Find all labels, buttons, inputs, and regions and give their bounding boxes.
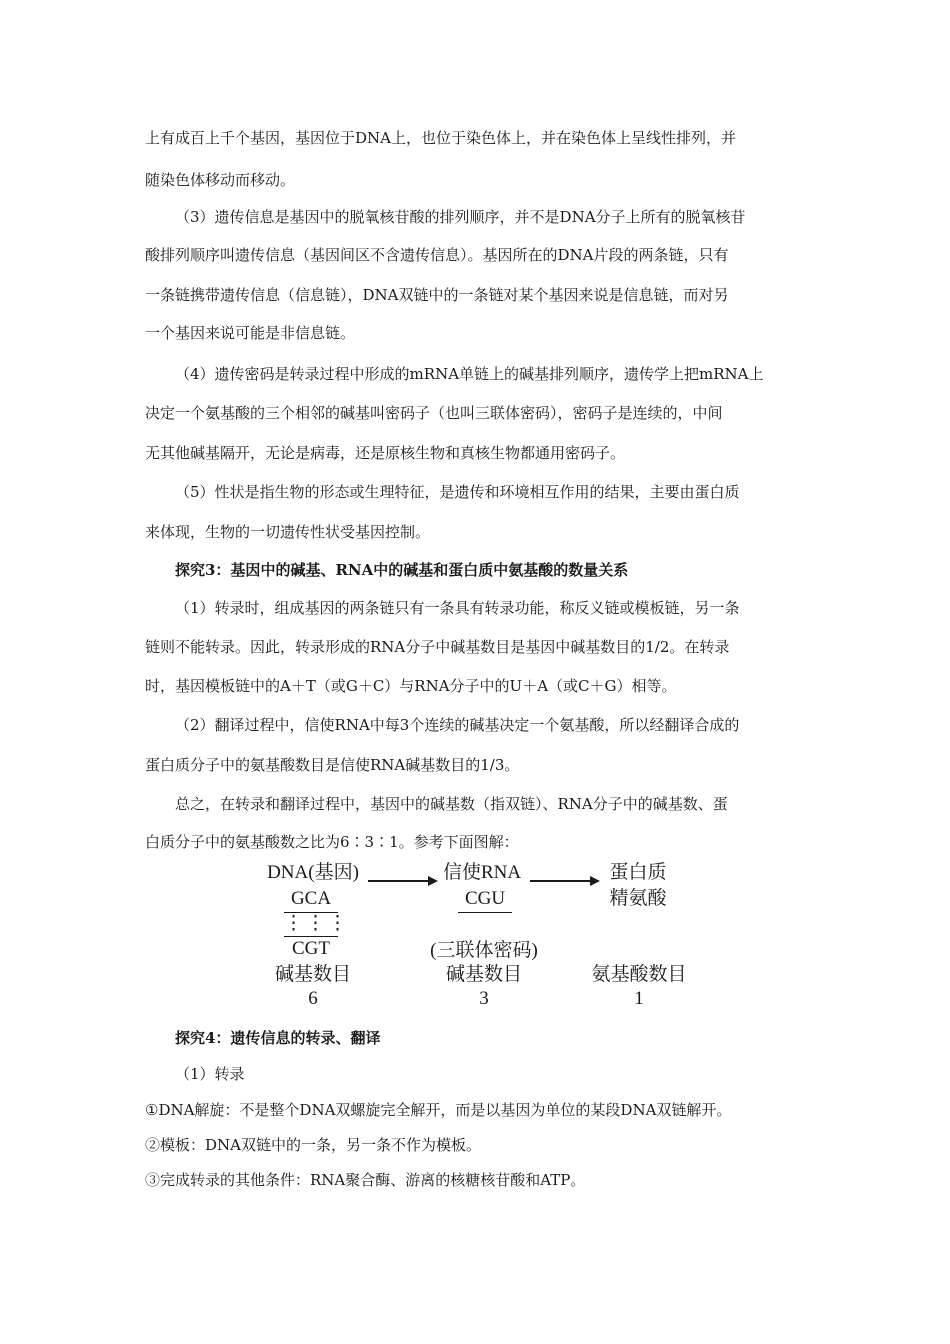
amino-acid-count-label: 氨基酸数目 (591, 964, 687, 985)
protein-label: 蛋白质 (609, 862, 667, 883)
arrow-translation (530, 880, 592, 882)
text-line: 总之，在转录和翻译过程中，基因中的碱基数（指双链）、RNA分子中的碱基数、蛋 (175, 795, 728, 813)
text-line: （2）翻译过程中，信使RNA中每3个连续的碱基决定一个氨基酸，所以经翻译合成的 (175, 716, 740, 734)
dna-count-label: 碱基数目 (274, 964, 351, 985)
text-line: 链则不能转录。因此，转录形成的RNA分子中碱基数目是基因中碱基数目的1/2。在转录 (145, 638, 730, 656)
subheading: （1）转录 (175, 1065, 245, 1083)
list-item: ②模板：DNA双链中的一条，另一条不作为模板。 (145, 1136, 481, 1154)
text-line: 无其他碱基隔开，无论是病毒，还是原核生物和真核生物都通用密码子。 (145, 444, 626, 462)
text-line: （5）性状是指生物的形态或生理特征，是遗传和环境相互作用的结果，主要由蛋白质 (175, 483, 740, 501)
text-line: 来体现，生物的一切遗传性状受基因控制。 (145, 523, 431, 541)
base-pairing-dots: ⋮⋮⋮ (284, 913, 350, 934)
arrow-transcription (368, 880, 430, 882)
amino-acid-label: 精氨酸 (609, 888, 667, 909)
triplet-code-note: (三联体密码) (430, 940, 538, 961)
text-line: 一个基因来说可能是非信息链。 (145, 324, 356, 342)
dna-top-strand: GCA (290, 888, 332, 909)
rna-count-label: 碱基数目 (445, 964, 522, 985)
text-line: 时，基因模板链中的A＋T（或G＋C）与RNA分子中的U＋A（或C＋G）相等。 (145, 677, 677, 695)
list-item: ③完成转录的其他条件：RNA聚合酶、游离的核糖核苷酸和ATP。 (145, 1171, 586, 1189)
rna-count: 3 (479, 988, 489, 1009)
section-heading: 探究4：遗传信息的转录、翻译 (175, 1029, 381, 1047)
text-line: 一条链携带遗传信息（信息链），DNA双链中的一条链对某个基因来说是信息链，而对另 (145, 286, 729, 304)
mrna-label: 信使RNA (442, 862, 522, 883)
list-item: ①DNA解旋：不是整个DNA双螺旋完全解开，而是以基因为单位的某段DNA双链解开。 (145, 1101, 732, 1119)
codon-underline (458, 912, 512, 913)
text-line: 蛋白质分子中的氨基酸数目是信使RNA碱基数目的1/3。 (145, 756, 520, 774)
transcription-translation-diagram (240, 858, 720, 1018)
text-line: 酸排列顺序叫遗传信息（基因间区不含遗传信息）。基因所在的DNA片段的两条链，只有 (145, 246, 729, 264)
mrna-codon: CGU (464, 888, 506, 909)
dna-bottom-strand: CGT (292, 938, 330, 959)
text-line: 上有成百上千个基因，基因位于DNA上，也位于染色体上，并在染色体上呈线性排列，并 (145, 129, 736, 147)
text-line: （1）转录时，组成基因的两条链只有一条具有转录功能，称反义链或模板链，另一条 (175, 599, 740, 617)
text-line: （3）遗传信息是基因中的脱氧核苷酸的排列顺序，并不是DNA分子上所有的脱氧核苷 (175, 208, 746, 226)
text-line: （4）遗传密码是转录过程中形成的mRNA单链上的碱基排列顺序，遗传学上把mRNA上 (175, 365, 764, 383)
text-line: 白质分子中的氨基酸数之比为6∶3∶1。参考下面图解： (145, 833, 519, 851)
dna-gene-label: DNA(基因) (267, 862, 359, 883)
text-line: 随染色体移动而移动。 (145, 171, 296, 189)
section-heading: 探究3：基因中的碱基、RNA中的碱基和蛋白质中氨基酸的数量关系 (175, 561, 629, 579)
text-line: 决定一个氨基酸的三个相邻的碱基叫密码子（也叫三联体密码），密码子是连续的，中间 (145, 404, 723, 422)
dna-count: 6 (308, 988, 318, 1009)
amino-acid-count: 1 (634, 988, 644, 1009)
